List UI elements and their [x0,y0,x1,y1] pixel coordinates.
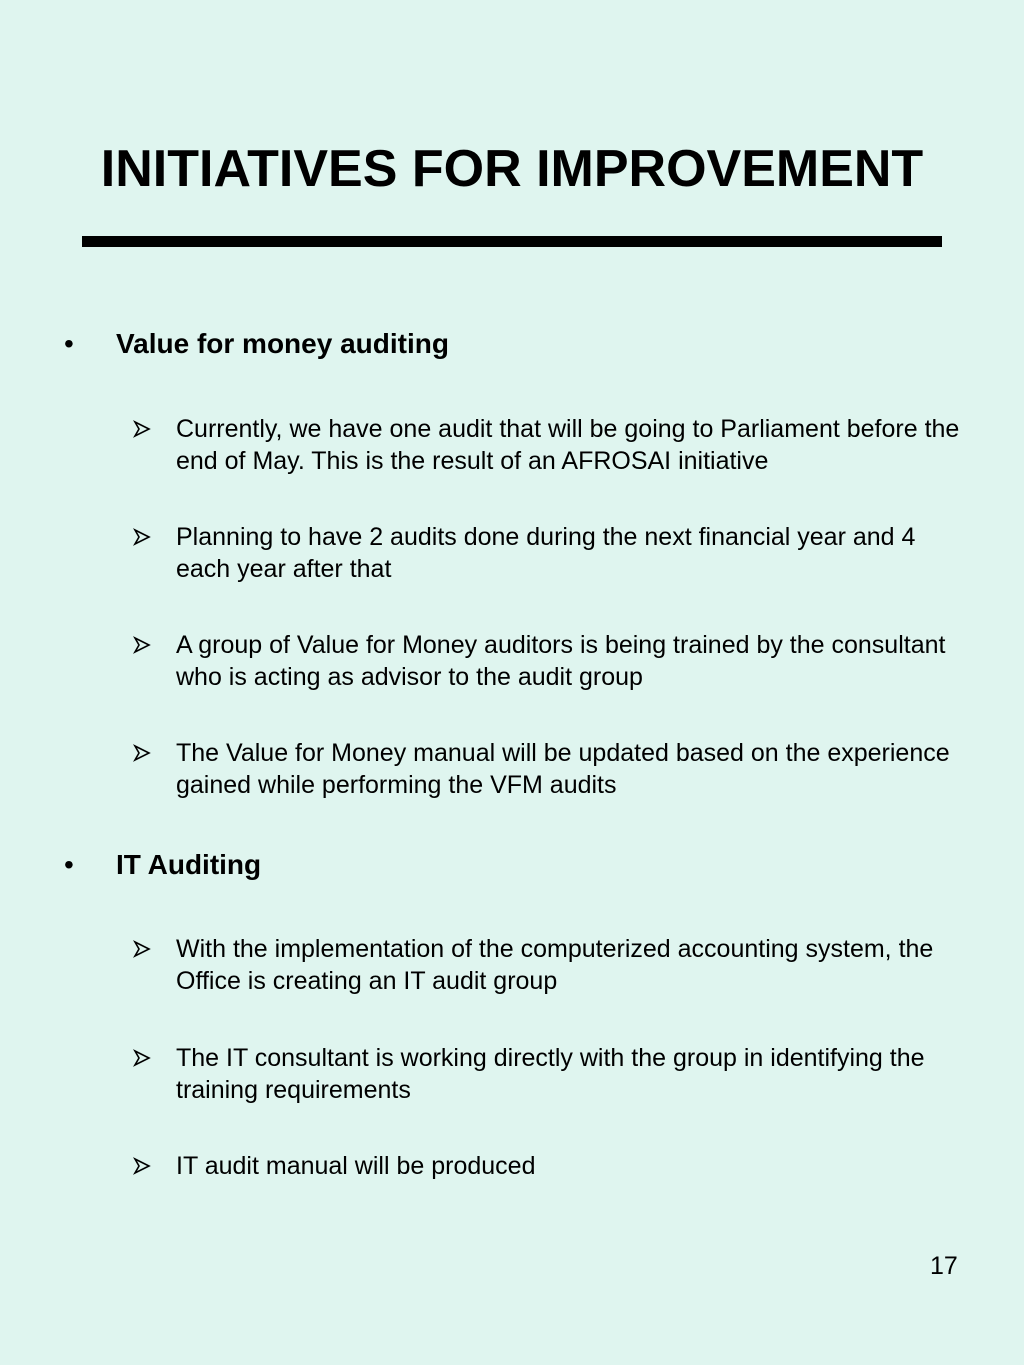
section-value-for-money [0,326,1024,362]
section-heading-row [0,847,1024,883]
slide-title: INITIATIVES FOR IMPROVEMENT [100,140,924,198]
section-heading: Value for money auditing [116,328,449,359]
arrow-bullet-icon [132,631,152,659]
section-heading-row [0,326,1024,362]
list-item-text: With the implementation of the computerized accounting system, the Office is creating an IT audit group [176,935,934,995]
title-underline [82,236,942,247]
page-number: 17 [930,1252,958,1280]
list-item-text: The Value for Money manual will be updated based on the experience gained while performing the VFM audits [176,739,950,799]
arrow-bullet-icon [132,523,152,551]
arrow-bullet-icon [132,1152,152,1180]
list-item-text: Currently, we have one audit that will be going to Parliament before the end of May. This is the result of an AFROSAI initiative [176,415,960,475]
arrow-bullet-icon [132,415,152,443]
arrow-bullet-icon [132,739,152,767]
list-item-text: The IT consultant is working directly with the group in identifying the training requirements [176,1044,925,1104]
section-heading: IT Auditing [116,849,262,880]
arrow-bullet-icon [132,935,152,963]
list-item-text: Planning to have 2 audits done during the next financial year and 4 each year after that [176,523,916,583]
list-item-text: IT audit manual will be produced [176,1152,536,1180]
list-item-text: A group of Value for Money auditors is being trained by the consultant who is acting as advisor to the audit group [176,631,946,691]
bullet-dot: • [64,328,74,359]
bullet-dot: • [64,849,74,880]
arrow-bullet-icon [132,1044,152,1072]
section-it-auditing [0,847,1024,883]
